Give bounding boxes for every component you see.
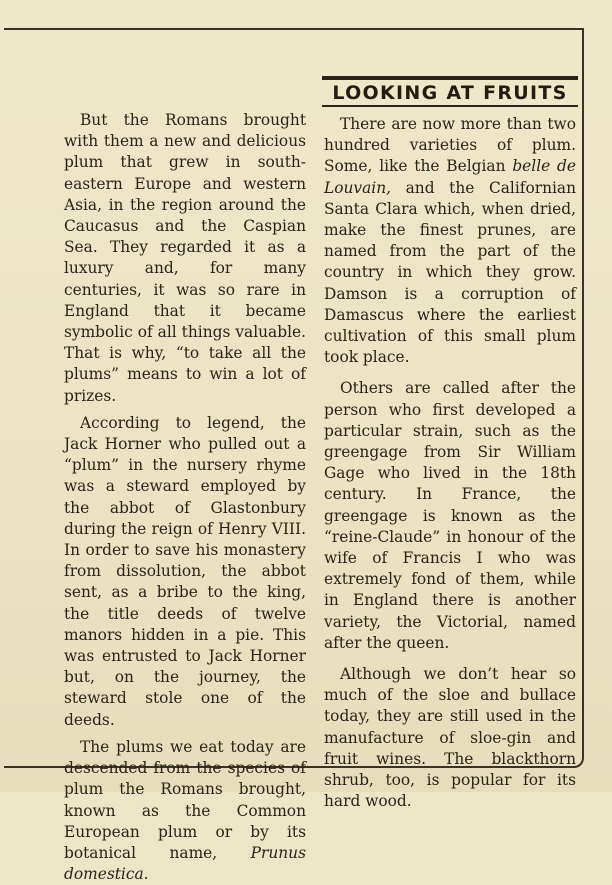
left-paragraph-2: According to legend, the Jack Horner who pulled out a “plum” in the nursery rhyme was a steward employed by the abbot of Glastonbury during the reign of Henry VIII. In order to save his monastery from dissolution, the abbot sent, as a bribe to the king, the title deeds of twelve manors hidden in a pie. This was entrusted to Jack Horner but, on the journey, the steward stole one of the deeds. [64, 413, 306, 729]
left-paragraph-1: But the Romans brought with them a new and delicious plum that grew in south-eastern Europe and western Asia, in the region around the Caucasus and the Caspian Sea. They regarded it as a luxury and, for many centuries, it was so rare in England that it became symbolic of all things valuable. That is why, “to take all the plums” means to win a lot of prizes. [64, 111, 306, 405]
left-column [64, 110, 306, 885]
heading-rule-bottom [322, 105, 578, 107]
right-paragraph-1-after: and the Californian Santa Clara which, when dried, make the finest prunes, are named from the part of the country in which they grow. Damson is a corruption of Damascus where the earliest cultivation of this small plum took place. [324, 178, 576, 367]
right-paragraph-2: Others are called after the person who first developed a particular strain, such as the greengage from Sir William Gage who lived in the 18th century. In France, the greengage is known as the “reine-Claude” in honour of the wife of Francis I who was extremely fond of them, while in England there is another variety, the Victorial, named after the queen. [324, 379, 576, 652]
botanical-name: Prunus domestica. [64, 843, 306, 884]
page-title: LOOKING AT FRUITS [332, 82, 568, 104]
left-paragraph-3-text: The plums we eat today are descended from the species of plum the Romans brought, known as the Common European plum or by its botanical name, [64, 737, 306, 862]
left-paragraph-3 [64, 737, 306, 885]
heading-block [322, 76, 578, 107]
right-paragraph-1 [324, 114, 576, 368]
right-paragraph-3: Although we don’t hear so much of the sloe and bullace today, they are still used in the manufacture of sloe-gin and fruit wines. The blackthorn shrub, too, is popular for its hard wood. [324, 665, 576, 811]
variety-name: belle de Louvain, [324, 157, 576, 197]
right-paragraph-1-before: There are now more than two hundred varieties of plum. Some, like the Belgian [324, 115, 576, 176]
right-column [324, 110, 576, 813]
